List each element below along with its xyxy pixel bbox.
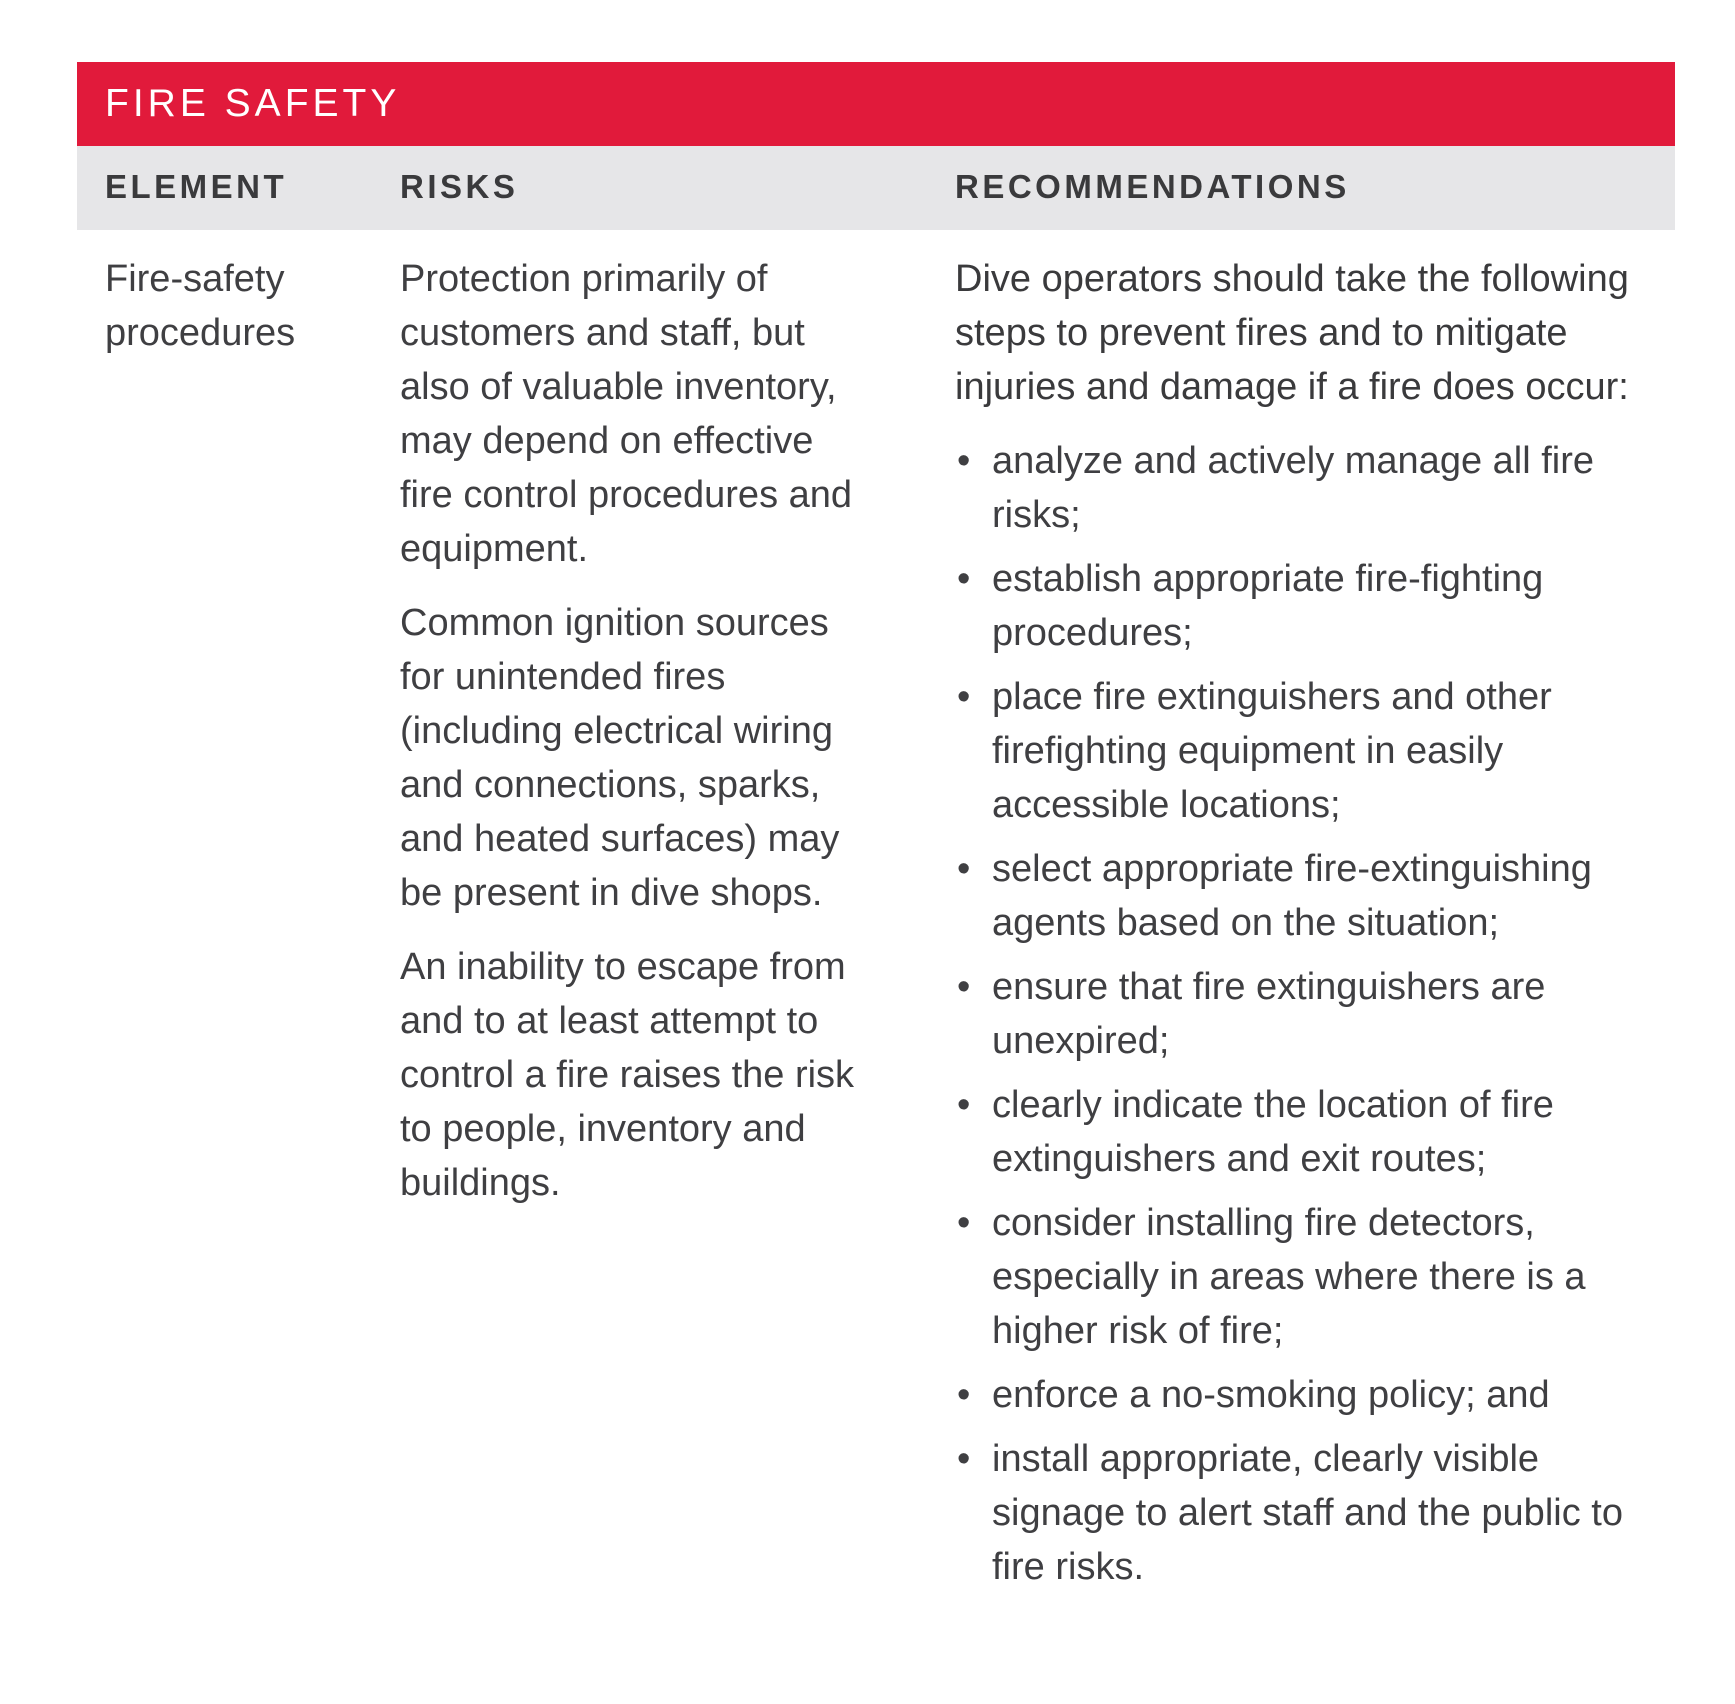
fire-safety-table (77, 62, 1675, 1680)
list-item (955, 842, 1655, 950)
risk-paragraph: Common ignition sources for unintended fires (including electrical wiring and connections, sparks, and heated surfaces) may be present in dive shops. (400, 602, 840, 914)
list-item (955, 670, 1655, 832)
list-item (955, 1432, 1655, 1594)
table-title-bar (77, 62, 1675, 146)
list-item-text: select appropriate fire-extinguishing agents based on the situation; (992, 848, 1592, 944)
header-row (77, 146, 1675, 230)
risk-paragraph: Protection primarily of customers and staff, but also of valuable inventory, may depend on effective fire control procedures and equipment. (400, 258, 853, 570)
list-item-text: analyze and actively manage all fire risks; (992, 440, 1595, 536)
list-item-text: install appropriate, clearly visible signage to alert staff and the public to fire risks. (992, 1438, 1623, 1588)
table-row (77, 230, 1675, 1680)
header-risks: RISKS (400, 168, 519, 205)
list-item-text: clearly indicate the location of fire extinguishers and exit routes; (992, 1084, 1554, 1180)
header-recommendations: RECOMMENDATIONS (955, 168, 1350, 205)
bullet-icon: • (957, 440, 971, 482)
recommendations-cell (955, 252, 1655, 1604)
bullet-icon: • (957, 966, 971, 1008)
header-element: ELEMENT (105, 168, 288, 205)
recommendations-intro: Dive operators should take the following steps to prevent fires and to mitigate injuries and damage if a fire does occur: (955, 258, 1629, 408)
list-item-text: establish appropriate fire-fighting procedures; (992, 558, 1544, 654)
list-item (955, 552, 1655, 660)
list-item-text: consider installing fire detectors, especially in areas where there is a higher risk of fire; (992, 1202, 1586, 1352)
list-item (955, 434, 1655, 542)
list-item (955, 1368, 1655, 1422)
recommendations-list (955, 434, 1655, 1594)
list-item-text: place fire extinguishers and other firefighting equipment in easily accessible locations; (992, 676, 1552, 826)
element-cell: Fire-safety procedures (105, 258, 296, 354)
bullet-icon: • (957, 848, 971, 890)
table-title: FIRE SAFETY (105, 82, 401, 125)
bullet-icon: • (957, 676, 971, 718)
risk-paragraph: An inability to escape from and to at least attempt to control a fire raises the risk to people, inventory and buildings. (400, 946, 855, 1204)
list-item (955, 1196, 1655, 1358)
bullet-icon: • (957, 1374, 971, 1416)
bullet-icon: • (957, 1084, 971, 1126)
risks-cell (400, 252, 870, 1230)
bullet-icon: • (957, 558, 971, 600)
list-item-text: enforce a no-smoking policy; and (992, 1374, 1550, 1416)
bullet-icon: • (957, 1438, 971, 1480)
list-item (955, 1078, 1655, 1186)
bullet-icon: • (957, 1202, 971, 1244)
list-item-text: ensure that fire extinguishers are unexpired; (992, 966, 1546, 1062)
list-item (955, 960, 1655, 1068)
